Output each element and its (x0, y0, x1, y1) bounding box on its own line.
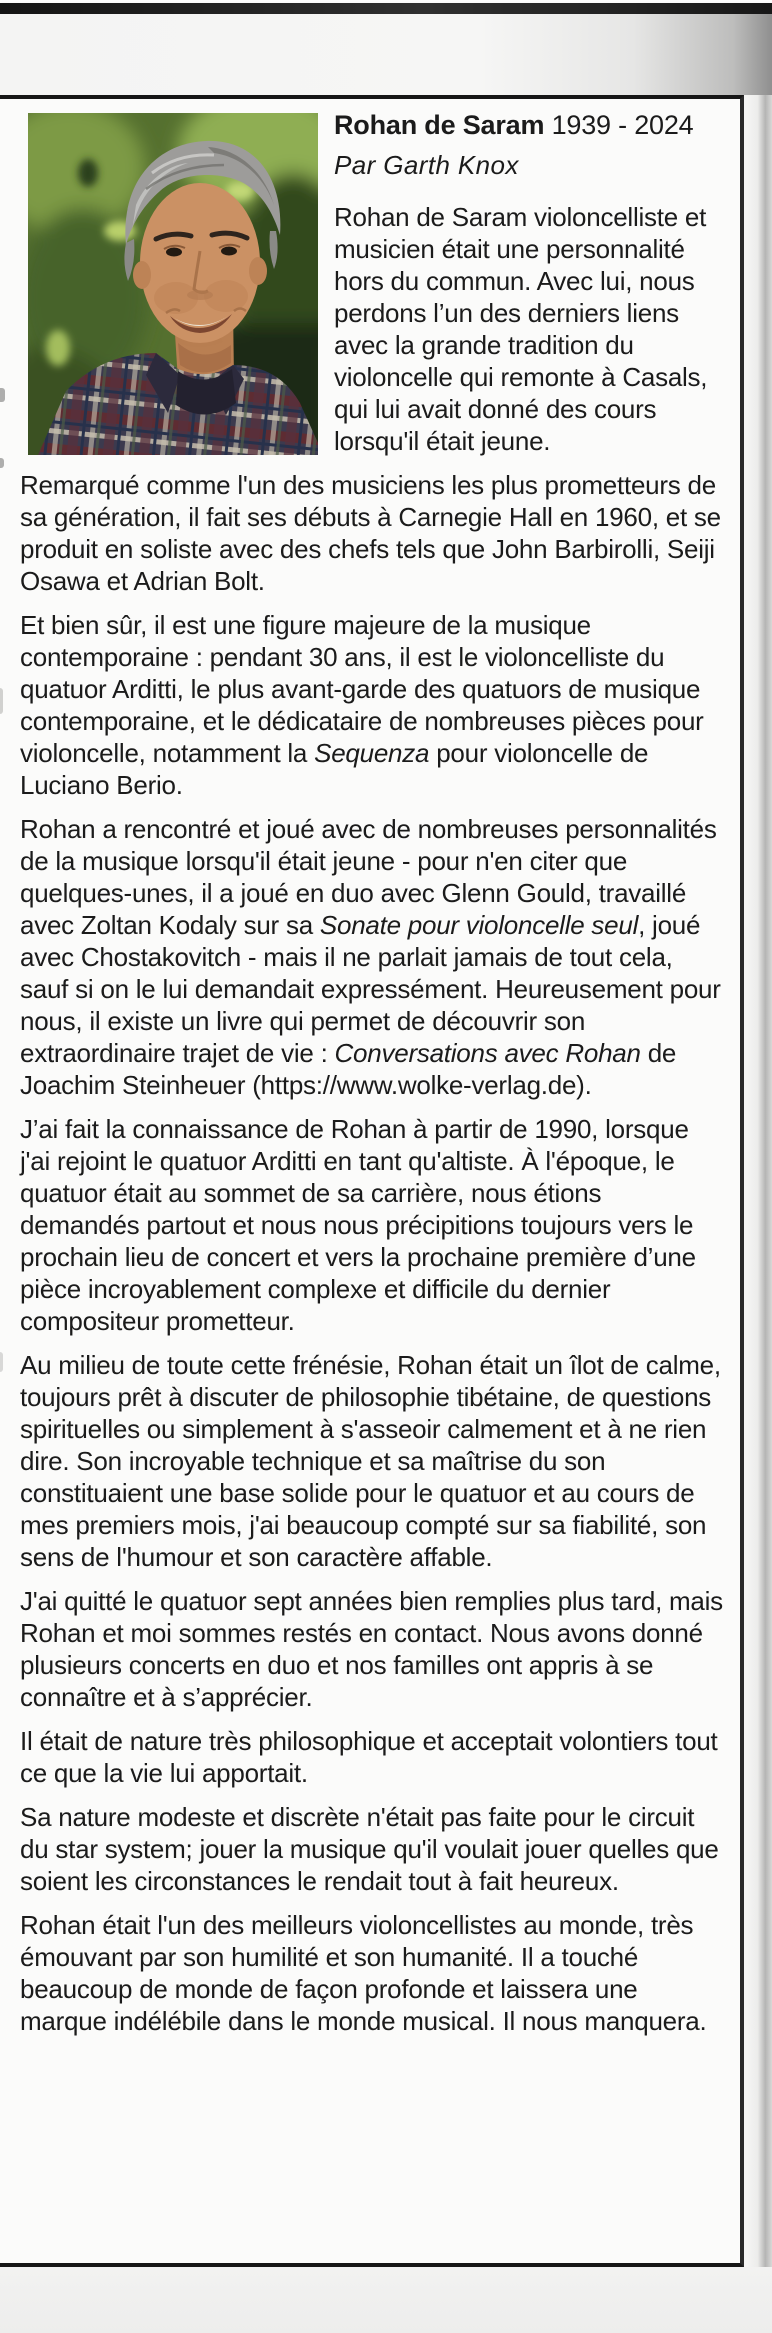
text-run: Rohan était l'un des meilleurs violoncellistes au monde, très émouvant par son humilité et son humanité. Il a touché beaucoup de monde de façon profonde et laissera une marque indélébile dans le monde musical. Il nous manquera. (20, 1910, 707, 2036)
page-right-edge-shadow (748, 95, 772, 2267)
title-dates-spacer (544, 110, 551, 140)
scan-bottom-margin (0, 2267, 772, 2333)
italic-run: Sonate pour violoncelle seul (319, 910, 639, 940)
article-paragraph (20, 1349, 725, 1573)
article-paragraph (20, 1725, 725, 1789)
scan-edge-speck (0, 388, 5, 402)
scan-edge-speck (0, 458, 4, 468)
text-run: , joué avec Chostakovitch - mais il ne parlait jamais de tout cela, sauf si on le lui demandait expressément. Heureusement pour nous, il existe un livre qui permet de découvrir son extraordinaire trajet de vie : (20, 910, 721, 1068)
photo-face (140, 183, 260, 343)
article-paragraph (20, 1909, 725, 2037)
text-run: J'ai quitté le quatuor sept années bien remplies plus tard, mais Rohan et moi sommes restés en contact. Nous avons donné plusieurs concerts en duo et nos familles ont appris à se connaître et à s’apprécier. (20, 1586, 723, 1712)
text-run: Rohan de Saram violoncelliste et musicien était une personnalité hors du commun. Avec lui, nous perdons l’un des derniers liens avec la grande tradition du violoncelle qui remonte à Casals, qui lui avait donné des cours lorsqu'il était jeune. (334, 202, 708, 456)
article-paragraph (20, 1585, 725, 1713)
italic-run: Conversations avec Rohan (334, 1038, 641, 1068)
italic-run: Sequenza (314, 738, 430, 768)
scan-edge-speck (0, 688, 3, 714)
text-run: Au milieu de toute cette frénésie, Rohan était un îlot de calme, toujours prêt à discuter de philosophie tibétaine, de questions spirituelles ou simplement à s'asseoir calmement et à ne rien dire. Son incroyable technique et sa maîtrise du son constituaient une base solide pour le quatuor et au cours de mes premiers mois, j'ai beaucoup compté sur sa fiabilité, son sens de l'humour et son caractère affable. (20, 1350, 721, 1572)
text-run: de Joachim Steinheuer (https://www.wolke-verlag.de). (20, 1038, 677, 1100)
portrait-photo (28, 113, 318, 455)
scan-upper-gap (0, 14, 772, 95)
text-run: Rohan a rencontré et joué avec de nombreuses personnalités de la musique lorsqu'il était jeune - pour n'en citer que quelques-unes, il a joué en duo avec Glenn Gould, travaillé avec Zoltan Kodaly sur sa (20, 814, 717, 940)
scan-edge-speck (0, 1352, 3, 1372)
text-run: Sa nature modeste et discrète n'était pas faite pour le circuit du star system; jouer la musique qu'il voulait jouer quelles que soient les circonstances le rendait tout à fait heureux. (20, 1802, 719, 1896)
scan-top-dark-band (0, 3, 772, 14)
byline: Par Garth Knox (334, 150, 519, 180)
text-run: J’ai fait la connaissance de Rohan à partir de 1990, lorsque j'ai rejoint le quatuor Arditti en tant qu'altiste. À l'époque, le quatuor était au sommet de sa carrière, nous étions demandés partout et nous nous précipitions toujours vers le prochain lieu de concert et vers la prochaine première d’une pièce incroyablement complexe et difficile du dernier compositeur prometteur. (20, 1114, 696, 1336)
text-run: Remarqué comme l'un des musiciens les plus prometteurs de sa génération, il fait ses débuts à Carnegie Hall en 1960, et se produit en soliste avec des chefs tels que John Barbirolli, Seiji Osawa et Adrian Bolt. (20, 470, 721, 596)
article-frame (0, 95, 744, 2267)
article-content (0, 109, 740, 2037)
article-body (20, 469, 725, 2037)
text-run: Et bien sûr, il est une figure majeure de la musique contemporaine : pendant 30 ans, il est le violoncelliste du quatuor Arditti, le plus avant-garde des quatuors de musique contemporaine, et le dédicataire de nombreuses pièces pour violoncelle, notamment la (20, 610, 704, 768)
article-paragraph (20, 1113, 725, 1337)
text-run: pour violoncelle de Luciano Berio. (20, 738, 649, 800)
article-paragraph (20, 1801, 725, 1897)
article-paragraph (20, 609, 725, 801)
article-paragraph (20, 813, 725, 1101)
text-run: Il était de nature très philosophique et acceptait volontiers tout ce que la vie lui apportait. (20, 1726, 718, 1788)
title-dates: 1939 - 2024 (551, 110, 694, 140)
title-name: Rohan de Saram (334, 110, 545, 140)
article-paragraph (20, 469, 725, 597)
